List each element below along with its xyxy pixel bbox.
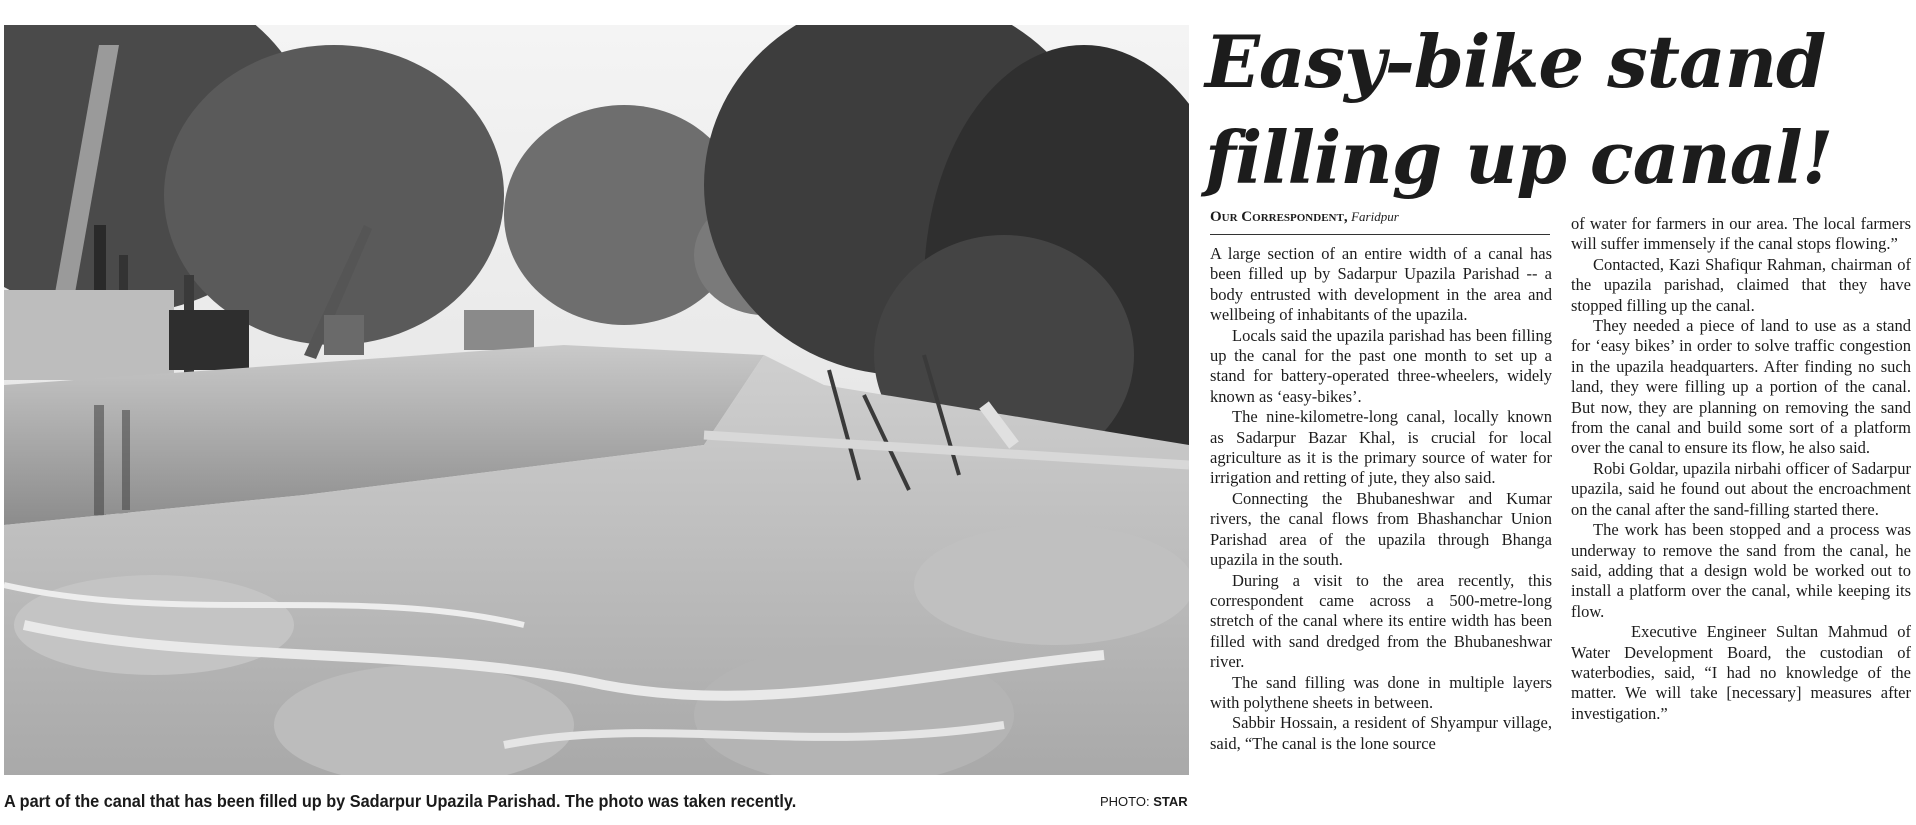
photo-credit [1100,793,1188,811]
paragraph: Contacted, Kazi Shafiqur Rahman, chairman of the upazila parishad, claimed that they have stopped filling up the canal. [1571,254,1911,315]
paragraph: The nine-kilometre-long canal, locally known as Sadarpur Bazar Khal, is crucial for local agriculture as it is the primary source of water for irrigation and retting of jute, they also said. [1210,407,1552,488]
byline [1210,208,1550,227]
canal-photo-illustration [4,25,1189,775]
article-headline [1205,14,1910,206]
article-column-1 [1210,244,1552,754]
paragraph: The sand filling was done in multiple layers with polythene sheets in between. [1210,672,1552,712]
headline-line-2: filling up canal! [1205,115,1833,200]
paragraph: A large section of an entire width of a canal has been filled up by Sadarpur Upazila Parishad -- a body entrusted with development in the area and wellbeing of inhabitants of the upazila. [1210,244,1552,325]
photo-credit-label: PHOTO: [1100,794,1150,809]
paragraph: of water for farmers in our area. The local farmers will suffer immensely if the canal stops flowing.” [1571,214,1911,254]
paragraph: Locals said the upazila parishad has been filling up the canal for the past one month to set up a stand for battery-operated three-wheelers, widely known as ‘easy-bikes’. [1210,325,1552,406]
paragraph: They needed a piece of land to use as a stand for ‘easy bikes’ in order to solve traffic congestion in the upazila headquarters. After finding no such land, they were filling up a portion of the canal. But now, they are planning on removing the sand from the canal and build some sort of a platform over the canal to ensure its flow, he also said. [1571,316,1911,458]
byline-name: Our Correspondent, [1210,209,1348,225]
paragraph: Sabbir Hossain, a resident of Shyampur village, said, “The canal is the lone source [1210,713,1552,753]
paragraph: Robi Goldar, upazila nirbahi officer of Sadarpur upazila, said he found out about the encroachment on the canal after the sand-filling started there. [1571,458,1911,519]
paragraph: The work has been stopped and a process was underway to remove the sand from the canal, he said, adding that a design wold be worked out to install a platform over the canal, while keeping its flow. [1571,520,1911,621]
photo-credit-source: STAR [1153,794,1188,809]
article-column-2 [1571,214,1911,724]
paragraph: Executive Engineer Sultan Mahmud of Water Development Board, the custodian of waterbodies, said, “I had no knowledge of the matter. We will take [necessary] measures after investigation.” [1571,622,1911,723]
paragraph: Connecting the Bhubaneshwar and Kumar rivers, the canal flows from Bhashanchar Union Parishad area of the upazila through Bhanga upazila in the south. [1210,488,1552,570]
byline-divider [1210,234,1550,235]
headline-line-1: Easy-bike stand [1205,19,1826,104]
photo-caption: A part of the canal that has been filled up by Sadarpur Upazila Parishad. The photo was taken recently. [4,791,797,811]
byline-place: Faridpur [1351,209,1399,224]
canal-photo [4,25,1189,775]
paragraph: During a visit to the area recently, this correspondent came across a 500-metre-long stretch of the canal where its entire width has been filled with sand dredged from the Bhubaneshwar river. [1210,570,1552,672]
